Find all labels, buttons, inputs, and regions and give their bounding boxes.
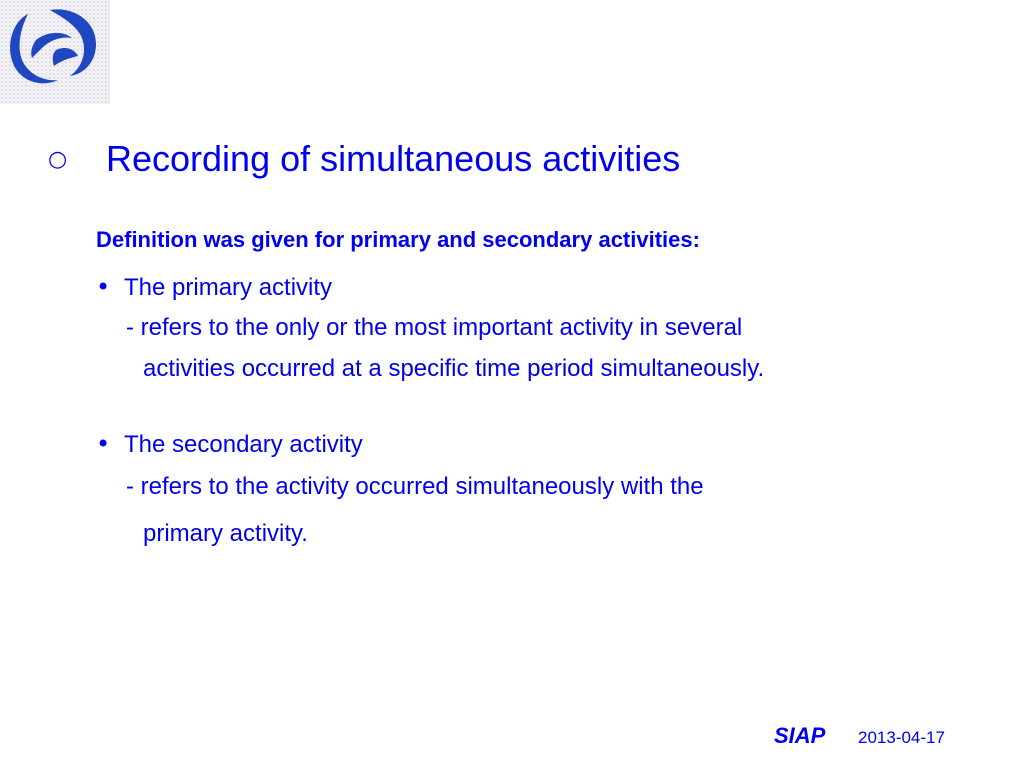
list-item-secondary [96, 430, 363, 459]
bullet-icon: • [96, 430, 111, 458]
item-description-line: - refers to the only or the most important activity in several [126, 314, 743, 341]
organization-logo-icon [0, 0, 110, 104]
footer-date: 2013-04-17 [858, 728, 945, 747]
slide-title: Recording of simultaneous activities [106, 138, 681, 179]
slide-title-row [48, 138, 680, 180]
bullet-icon: • [96, 273, 111, 301]
organization-logo [0, 0, 110, 104]
item-description-line: primary activity. [143, 520, 308, 547]
item-heading: The primary activity [124, 274, 333, 301]
item-description-line: activities occurred at a specific time period simultaneously. [143, 355, 765, 382]
definition-heading: Definition was given for primary and secondary activities: [96, 227, 700, 252]
item-heading: The secondary activity [124, 431, 363, 458]
list-item-primary [96, 273, 332, 302]
title-bullet: ○ [48, 146, 68, 172]
item-description-line: - refers to the activity occurred simultaneously with the [126, 473, 704, 500]
footer-organization: SIAP [774, 723, 826, 748]
